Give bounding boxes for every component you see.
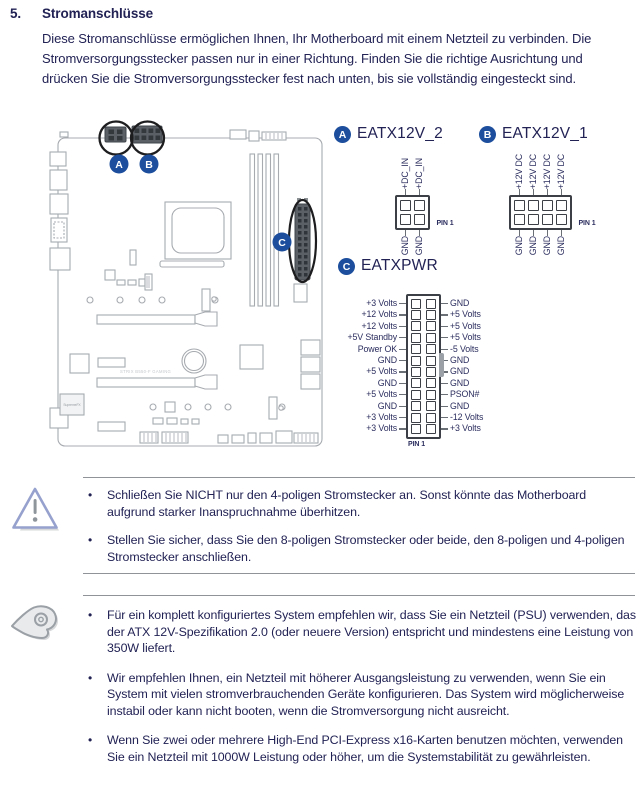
eatxpwr-pin1: PIN 1: [408, 440, 426, 448]
page-title: Stromanschlüsse: [42, 6, 154, 21]
connector-a-name: EATX12V_2: [357, 125, 443, 142]
caution-rule-top: [83, 477, 635, 478]
board-outline: [58, 138, 322, 446]
note-rule-top: [83, 595, 635, 596]
svg-text:A: A: [115, 158, 123, 171]
intro-paragraph: Diese Stromanschlüsse ermöglichen Ihnen, Ihr Motherboard mit einem Netzteil zu verbinden. Die Stromversorgungsstecker passen nur in einer Richtung. Finden Sie die richtige Ausrichtung und drücken Sie die Stromversorgungsstecker fest nach unten, bis sie vollständig eingesteckt sind.: [42, 31, 592, 86]
audio-label: SupremeFX: [63, 403, 81, 407]
section-number: 5.: [10, 6, 22, 21]
eatxpwr-right-labels: GND +5 Volts +5 Volts +5 Volts -5 Volts GND GND GND PSON# GND -12 Volts +3 Volts: [441, 294, 483, 435]
connector-a-body: [395, 195, 454, 230]
svg-text:C: C: [278, 236, 286, 249]
connector-b-pin1: PIN 1: [578, 219, 596, 227]
connector-b-body: [509, 195, 596, 230]
eatxpwr-latch: [439, 353, 444, 377]
connector-a-bottom-labels: GND GND: [398, 230, 426, 266]
legend-badge-c: C: [338, 258, 355, 275]
connector-b-top-labels: +12V DC +12V DC +12V DC +12V DC: [512, 147, 568, 195]
connector-b-name: EATX12V_1: [502, 125, 588, 142]
note-bullets: [88, 607, 636, 765]
connector-c-name: EATXPWR: [361, 257, 438, 274]
caution-bullet-1: • Schließen Sie NICHT nur den 4-poligen Stromstecker an. Sonst könnte das Motherboard aufgrund starker Inanspruchnahme überhitzen.: [88, 488, 587, 519]
legend-badge-b: B: [479, 126, 496, 143]
svg-text:B: B: [145, 158, 153, 171]
warning-triangle-icon: [10, 484, 62, 534]
caution-bullet-2: • Stellen Sie sicher, dass Sie den 8-poligen Stromstecker oder beide, den 8-poligen und 4-poligen Stromstecker anschließen.: [88, 533, 625, 564]
note-bullet-2: • Wir empfehlen Ihnen, ein Netzteil mit höherer Ausgangsleistung zu verwenden, wenn Sie ein System mit vielen stromverbrauchenden Geräte konfigurieren. Das System wird möglicherweise instabil oder kann nicht booten, wenn die Stromversorgung nicht ausreicht.: [88, 670, 625, 718]
note-hand-icon: [8, 602, 62, 646]
note-bullet-1: • Für ein komplett konfiguriertes System empfehlen wir, dass Sie ein Netzteil (PSU) verwenden, das der ATX 12V-Spezifikation 2.0 (oder neuere Version) entspricht und mindestens eine Leistung von 350W liefert.: [88, 608, 636, 655]
battery: [182, 349, 206, 373]
eatxpwr-body: [406, 294, 441, 448]
caution-rule-bottom: [83, 573, 635, 574]
caution-bullets: [88, 487, 636, 565]
board-model-text: STRIX B550-F GAMING: [120, 369, 172, 374]
connector-b-pinout: [509, 147, 596, 266]
connector-b-bottom-labels: GND GND GND GND: [512, 230, 568, 266]
cpu-socket: [160, 202, 231, 267]
motherboard-diagram: [48, 118, 328, 458]
connector-c-pinout: [336, 294, 484, 448]
chipset: [240, 345, 263, 369]
connector-a-pin1: PIN 1: [436, 219, 454, 227]
note-bullet-3: • Wenn Sie zwei oder mehrere High-End PCI-Express x16-Karten benutzen möchten, verwenden Sie ein Netzteil mit 1000W Leistung oder höher, um die Systemstabilität zu gewährleisten.: [88, 733, 623, 764]
connector-a-top-labels: +DC_IN +DC_IN: [398, 147, 426, 195]
connector-a-pinout: [395, 147, 454, 266]
eatxpwr-left-labels: +3 Volts +12 Volts +12 Volts +5V Standby Power OK GND +5 Volts GND +5 Volts GND +3 Volts +3 Volts: [336, 294, 406, 435]
legend-badge-a: A: [334, 126, 351, 143]
